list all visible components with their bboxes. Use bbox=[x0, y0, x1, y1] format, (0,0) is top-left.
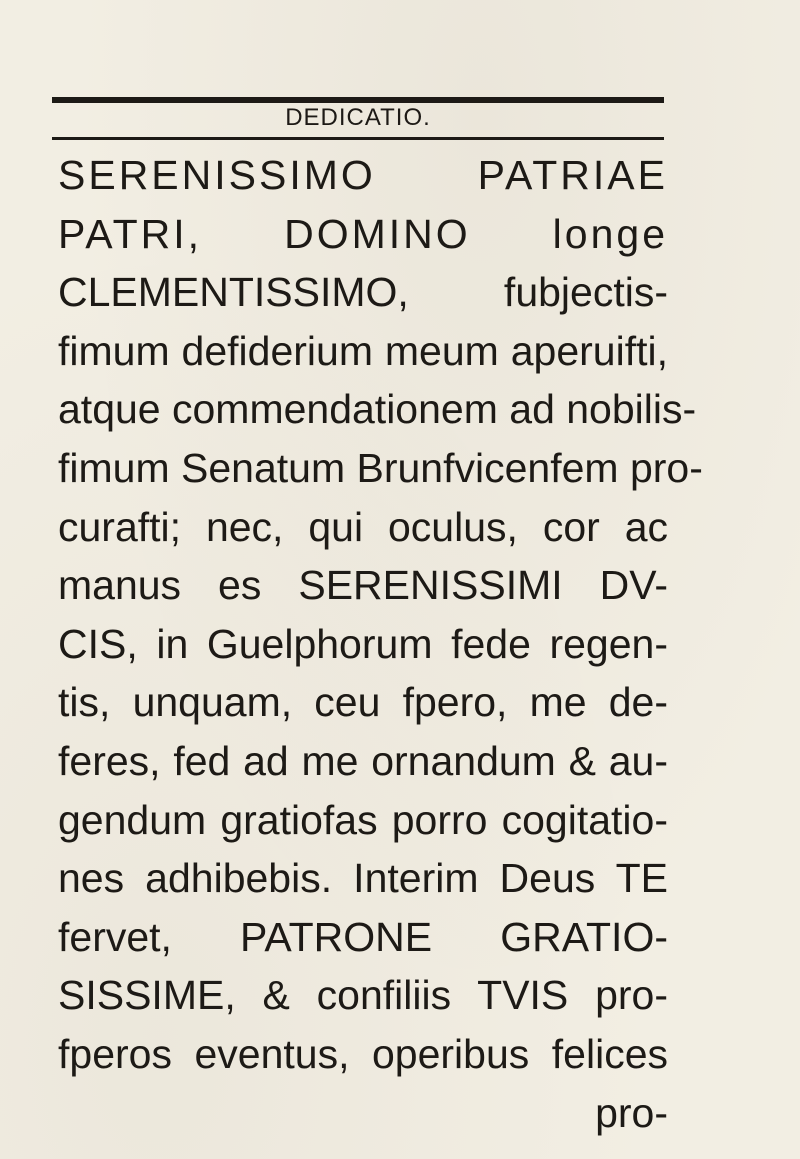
text-line: manus es SERENISSIMI DV- bbox=[58, 562, 668, 609]
text-line: gendum gratiofas porro cogitatio- bbox=[58, 796, 668, 843]
text-line: atque commendationem ad nobilis- bbox=[58, 386, 697, 433]
text-line: SERENISSIMO PATRIAE bbox=[58, 152, 668, 198]
text-line: tis, unquam, ceu fpero, me de- bbox=[58, 679, 668, 726]
dedication-text bbox=[58, 146, 703, 1142]
text-line: fervet, PATRONE GRATIO- bbox=[58, 913, 668, 960]
header-rule-bottom bbox=[52, 137, 664, 140]
text-line: fimum Senatum Brunfvicenfem pro- bbox=[58, 444, 703, 491]
text-line: CIS, in Guelphorum fede regen- bbox=[58, 620, 668, 667]
catchword: pro- bbox=[595, 1089, 668, 1136]
text-line: feres, fed ad me ornandum & au- bbox=[58, 737, 668, 784]
text-line: nes adhibebis. Interim Deus TE bbox=[58, 855, 668, 902]
text-line: fimum defiderium meum aperuifti, bbox=[58, 327, 668, 374]
text-line: SISSIME, & confiliis TVIS pro- bbox=[58, 972, 668, 1019]
text-line: CLEMENTISSIMO, fubjectis- bbox=[58, 269, 668, 316]
text-line: curafti; nec, qui oculus, cor ac bbox=[58, 503, 668, 550]
running-head: DEDICATIO. bbox=[285, 104, 431, 131]
text-line: PATRI, DOMINO longe bbox=[58, 210, 668, 257]
header-rule-top bbox=[52, 97, 664, 103]
text-line: fperos eventus, operibus felices bbox=[58, 1030, 668, 1077]
